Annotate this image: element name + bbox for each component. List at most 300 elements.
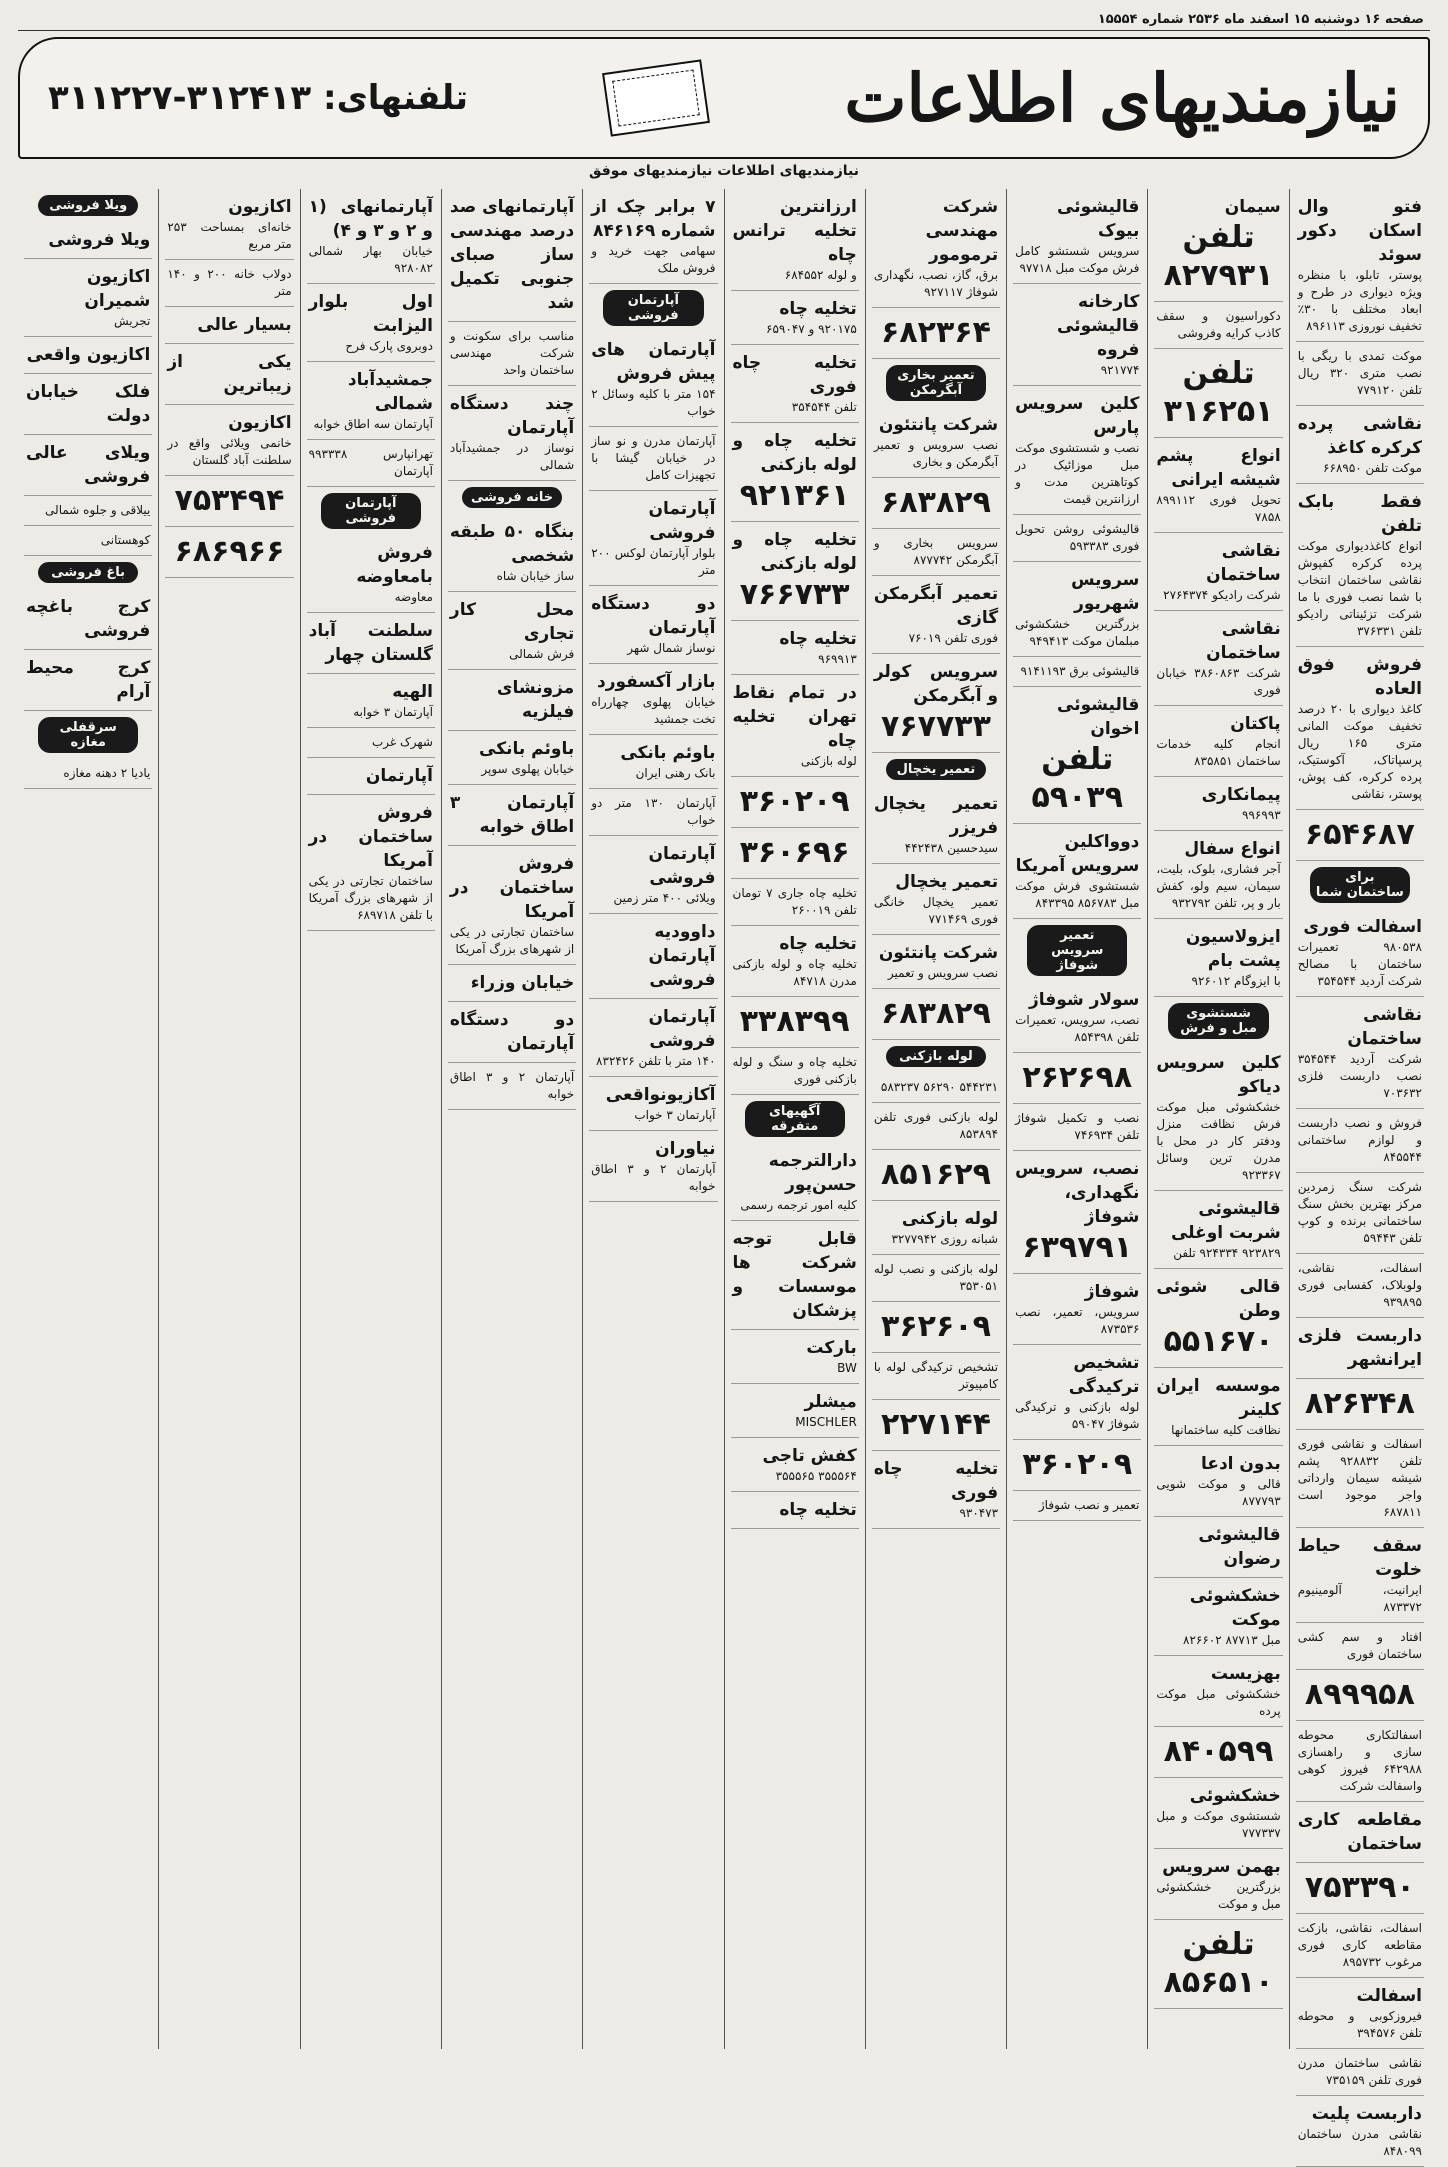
- ad-title: قابل توجه شرکت ها موسسات و پزشکان: [732, 1229, 857, 1321]
- ad-title: اکازیون: [228, 197, 292, 217]
- ad-title: آپارتمان فروشی: [648, 844, 716, 888]
- phones-numbers: ۳۱۲۴۱۳-۳۱۱۲۲۷: [48, 78, 312, 118]
- ad-phone-number: تلفن ۸۵۶۵۱۰: [1163, 1927, 1274, 2000]
- ad-text: ویلائی ۴۰۰ متر زمین: [613, 891, 716, 905]
- ad-title: قالیشوئی رضوان: [1198, 1525, 1281, 1569]
- classified-ad: [448, 189, 576, 322]
- ad-title: سولار شوفاژ: [1028, 990, 1140, 1010]
- ad-title: بنگاه ۵۰ طبقه شخصی: [449, 522, 575, 566]
- section-heading: تعمیر بخاری آبگرمکن: [886, 365, 986, 401]
- ad-text: خیابان پهلوی سوپر: [481, 762, 575, 776]
- classified-ad: [1154, 1045, 1282, 1191]
- ad-phone-number: ۷۶۷۷۳۳: [881, 709, 991, 744]
- classified-ad: [731, 1384, 859, 1438]
- section-heading: تعمیر سرویس شوفاژ: [1027, 925, 1127, 976]
- classified-ad: [448, 785, 576, 846]
- ad-title: موسسه ایران کلینر: [1156, 1376, 1281, 1420]
- ad-title: در تمام نقاط تهران تخلیه چاه: [732, 683, 857, 751]
- classified-ad: [1013, 1104, 1141, 1151]
- ad-phone-number: ۶۳۹۷۹۱: [1022, 1230, 1133, 1265]
- ad-title: شوفاژ: [1084, 1282, 1140, 1302]
- ad-text: قالیشوئی برق ۹۱۴۱۱۹۳: [1020, 664, 1140, 678]
- ad-text: موکت تلفن ۶۶۸۹۵۰: [1323, 461, 1422, 475]
- classified-ad: [731, 522, 859, 621]
- classified-ad: [24, 374, 152, 435]
- classified-ad: [448, 965, 576, 1002]
- ad-title: نقاشی ساختمان: [1206, 541, 1281, 585]
- ad-title: دوواکلین سرویس آمریکا: [1015, 832, 1140, 876]
- ad-text: ۱۵۴ متر با کلیه وسائل ۲ خواب: [591, 387, 716, 418]
- newspaper-page: [18, 8, 1430, 2158]
- ad-text: ۱۴۰ متر با تلفن ۸۳۲۴۲۶: [596, 1054, 716, 1068]
- ad-text: تخلیه چاه و لوله بازکنی مدرن ۸۴۷۱۸: [732, 957, 857, 988]
- ad-text: خشکشوئی مبل موکت پرده: [1156, 1687, 1281, 1718]
- ad-text: سرویس شستشو کامل فرش موکت مبل ۹۷۷۱۸: [1015, 244, 1140, 275]
- ad-title: فلک خیابان دولت: [26, 382, 151, 426]
- ad-text: آپارتمان ۱۳۰ متر دو خواب: [591, 796, 716, 827]
- ad-title: داربست پلیت: [1311, 2104, 1422, 2124]
- ad-text: سیدحسین ۴۴۲۴۳۸: [904, 841, 999, 855]
- classified-ad: [1296, 810, 1424, 861]
- classified-ad: [589, 664, 717, 735]
- ad-text: ۹۲۰۱۷۵ و ۶۵۹۰۴۷: [766, 322, 857, 336]
- classified-ad: [448, 731, 576, 785]
- ad-title: مقاطعه کاری ساختمان: [1297, 1810, 1422, 1854]
- classified-ad: [1296, 1318, 1424, 1379]
- classified-ad: [165, 405, 293, 476]
- ad-text: آپارتمان ۳ خوابه: [353, 705, 433, 719]
- classified-ad: [731, 1492, 859, 1529]
- classified-ad: [1296, 647, 1424, 810]
- classified-ad: [589, 999, 717, 1077]
- ad-text: خانمی ویلائی واقع در سلطنت آباد گلستان: [167, 436, 292, 467]
- ad-title: فتو وال اسکان دکور سوئد: [1297, 197, 1422, 265]
- ad-title: نقاشی ساختمان: [1206, 619, 1281, 663]
- ad-title: کرج محیط آرام: [26, 658, 151, 702]
- classified-ad: [731, 1330, 859, 1384]
- ad-text: نصب و تکمیل شوفاژ تلفن ۷۴۶۹۳۴: [1015, 1111, 1140, 1142]
- classified-ad: [872, 529, 1000, 576]
- ad-title: خشکشوئی موکت: [1189, 1586, 1281, 1630]
- section-heading: ویلا فروشی: [38, 195, 138, 216]
- classified-ad: [1154, 831, 1282, 919]
- ad-text: تلفن ۳۵۴۵۴۴: [791, 400, 857, 414]
- classified-ad: [1296, 406, 1424, 484]
- classified-ad: [731, 828, 859, 879]
- ad-column: [441, 189, 582, 2049]
- ad-title: داربست فلزی ایرانشهر: [1297, 1326, 1422, 1370]
- classified-ad: [307, 440, 435, 487]
- ad-title: بازار آکسفورد: [597, 672, 716, 692]
- ad-title: تخلیه چاه فوری: [732, 353, 857, 397]
- ad-column: [1147, 189, 1288, 2049]
- classified-ad: [731, 345, 859, 423]
- ad-text: قالیشوئی روشن تحویل فوری ۵۹۳۳۸۳: [1015, 522, 1140, 553]
- section-heading: لوله بازکنی: [886, 1046, 986, 1067]
- ad-phone-number: ۸۴۰۵۹۹: [1163, 1734, 1274, 1769]
- ad-title: داوودیه آپارتمان فروشی: [648, 922, 716, 990]
- ad-title: اکازیون واقعی: [26, 345, 151, 365]
- emblem-logo: [602, 59, 710, 136]
- ad-title: انواع پشم شیشه ایرانی: [1156, 446, 1281, 490]
- ad-text: انواع کاغذدیواری موکت پرده کرکره کفپوش نقاشی ساختمان انتخاب با شما نصب فوری با ما شرکت تزئیناتی رادیکو تلفن ۳۷۶۳۳۱: [1297, 539, 1422, 638]
- classified-ad: [448, 592, 576, 670]
- ad-text: ۵۴۴۲۳۱ ۵۶۲۹۰ ۵۸۳۲۳۷: [880, 1080, 999, 1094]
- ad-title: قالیشوئی شربت اوغلی: [1170, 1199, 1281, 1243]
- ad-text: آجر فشاری، بلوک، بلیت، سیمان، سیم ولو، کفش بار و پر، تلفن ۹۳۲۷۹۲: [1156, 862, 1281, 910]
- classified-ad: [872, 1451, 1000, 1529]
- classified-ad: [1154, 919, 1282, 997]
- classified-ad: [1013, 687, 1141, 824]
- classified-ad: [731, 1221, 859, 1330]
- ad-text: سرویس بخاری و آبگرمکن ۸۷۷۷۴۲: [873, 536, 999, 567]
- ad-title: آپارتمان فروشی: [648, 499, 716, 543]
- ad-title: باوئم بانکی: [479, 739, 575, 759]
- classified-ad: [589, 586, 717, 664]
- ad-title: قالیشوئی بیوک: [1057, 197, 1140, 241]
- ad-title: آکازیونواقعی: [605, 1085, 716, 1105]
- classified-ad: [165, 344, 293, 405]
- ad-text: اسفالت، نقاشی، ولوبلاک، کفسابی فوری ۹۳۹۸۹۵: [1297, 1261, 1422, 1309]
- ad-title: بدون ادعا: [1200, 1454, 1281, 1474]
- ad-text: بزرگترین خشکشوئی مبلمان موکت ۹۴۹۴۱۳: [1015, 617, 1140, 648]
- ad-text: تجریش: [113, 314, 151, 328]
- ad-text: نصب و شستشوی موکت مبل موزائیک در کوتاهترین مدت و ارزانترین قیمت: [1015, 441, 1140, 506]
- ad-title: پیمانکاری: [1201, 785, 1281, 805]
- classified-ad: [1013, 386, 1141, 515]
- ad-phone-number: ۶۸۳۸۲۹: [881, 996, 991, 1031]
- ad-column: [865, 189, 1006, 2049]
- ad-title: تعمیر آبگرمکن گازی: [873, 584, 999, 628]
- ad-title: سرویس کولر و آبگرمکن: [873, 662, 999, 706]
- ad-title: خیابان وزراء: [470, 973, 575, 993]
- classified-ad: [589, 836, 717, 914]
- classified-ad: [1296, 189, 1424, 342]
- section-heading: باغ فروشی: [38, 562, 138, 583]
- ad-title: اسفالت: [1356, 1986, 1422, 2006]
- classified-ad: [589, 1077, 717, 1131]
- ad-title: کلین سرویس پارس: [1015, 394, 1140, 438]
- ad-title: اسفالت فوری: [1303, 917, 1422, 937]
- ad-text: ساختمان تجارتی در یکی از شهرهای بزرگ آمریکا: [449, 925, 575, 956]
- ad-title: تشخیص ترکیدگی: [1068, 1353, 1140, 1397]
- ad-text: با ایزوگام ۹۲۶۰۱۲: [1191, 974, 1281, 988]
- ad-text: دولاب خانه ۲۰۰ و ۱۴۰ متر: [167, 267, 292, 298]
- ad-text: مبل ۸۷۷۱۳ ۸۲۶۶۰۲: [1183, 1633, 1281, 1647]
- ad-title: قالی شوئی وطن: [1156, 1277, 1281, 1321]
- ad-title: بهمن سرویس: [1162, 1857, 1281, 1877]
- ad-text: اسفالت و نقاشی فوری تلفن ۹۲۸۸۳۲ پشم شیشه سیمان وارداتی واجر موجود است ۶۸۷۸۱۱: [1297, 1437, 1422, 1519]
- ad-title: تخلیه چاه و لوله بازکنی: [732, 431, 857, 475]
- ad-text: ایرانیت، آلومینیوم ۸۷۳۳۷۲: [1297, 1583, 1422, 1614]
- classified-ad: [1013, 1440, 1141, 1491]
- ad-text: ۹۳۰۴۷۳: [959, 1506, 999, 1520]
- classified-ad: [1154, 189, 1282, 302]
- ad-text: نوساز در جمشیدآباد شمالی: [449, 441, 575, 472]
- classified-ad: [24, 259, 152, 337]
- ad-title: تخلیه چاه و لوله بازکنی: [732, 530, 857, 574]
- classified-ad: [1154, 1578, 1282, 1656]
- ad-phone-number: ۷۵۳۴۹۴: [174, 483, 285, 518]
- classified-ad: [1154, 1269, 1282, 1368]
- classified-ad: [1296, 1379, 1424, 1430]
- ad-text: اسفالت، نقاشی، بازکت مقاطعه کاری فوری مرغوب ۸۹۵۷۳۲: [1297, 1921, 1422, 1969]
- classified-ad: [731, 1438, 859, 1492]
- ad-text: اسفالتکاری محوطه سازی و راهسازی ۶۴۲۹۸۸ فیروز کوهی واسفالت شرکت: [1297, 1728, 1422, 1793]
- ad-text: ییلاقی و جلوه شمالی: [45, 503, 151, 517]
- classified-ad: [165, 527, 293, 578]
- classified-ad: [307, 758, 435, 795]
- ad-title: فروش بامعاوضه: [356, 543, 433, 587]
- ad-phone-number: ۶۵۴۶۸۷: [1304, 817, 1415, 852]
- ad-title: سیمان: [1224, 197, 1281, 217]
- ad-title: تخلیه چاه: [779, 299, 857, 319]
- ad-title: فروش ساختمان در آمریکا: [449, 854, 575, 922]
- ad-text: تحویل فوری ۸۹۹۱۱۲ ۷۸۵۸: [1156, 493, 1281, 524]
- classified-ad: [1013, 982, 1141, 1053]
- ad-text: ۹۲۳۸۲۹ ۹۲۴۳۳۴ تلفن: [1173, 1246, 1281, 1260]
- ad-text: ۹۸۰۵۳۸ تعمیرات ساختمان با مصالح شرکت آردید ۳۵۴۵۴۴: [1297, 940, 1422, 988]
- classified-ad: [1154, 1920, 1282, 2009]
- ad-title: اکازیون شمیران: [84, 267, 151, 311]
- ad-phone-number: ۷۶۶۷۳۳: [739, 577, 850, 612]
- ad-title: آپارتمانهای (۱ و ۲ و ۳ و ۴): [308, 197, 433, 241]
- ad-title: نیاوران: [655, 1139, 716, 1159]
- classified-ad: [589, 914, 717, 999]
- ad-title: پاکتان: [1230, 714, 1281, 734]
- ad-text: شهرک غرب: [371, 735, 433, 749]
- ad-text: بزرگترین خشکشوئی مبل و موکت: [1156, 1880, 1281, 1911]
- ad-text: فیروزکوبی و محوطه تلفن ۳۹۴۵۷۶: [1297, 2009, 1422, 2040]
- ad-title: بسیار عالی: [197, 315, 292, 335]
- ad-title: آپارتمان فروشی: [648, 1007, 716, 1051]
- section-heading: تعمیر یخچال: [886, 759, 986, 780]
- section-heading: شستشوی مبل و فرش: [1168, 1003, 1268, 1039]
- phones-label: تلفنهای:: [323, 78, 468, 118]
- ad-title: اکازیون: [228, 413, 292, 433]
- classified-ad: [1154, 706, 1282, 777]
- ad-title: شرکت پانتئون: [878, 943, 999, 963]
- classified-ad: [307, 284, 435, 362]
- ad-title: کرج باغچه فروشی: [26, 597, 151, 641]
- classified-ad: [1013, 284, 1141, 386]
- ad-title: سلطنت آباد گلستان چهار: [308, 621, 433, 665]
- ad-text: شبانه روزی ۳۲۷۷۹۴۲: [891, 1232, 999, 1246]
- classified-ad: [1154, 1727, 1282, 1778]
- ad-phone-number: ۸۵۱۶۲۹: [881, 1157, 991, 1192]
- ad-text: خشکشوئی مبل موکت فرش نظافت منزل ودفتر کار در محل با مدرن ترین وسائل ۹۲۳۳۶۷: [1156, 1100, 1281, 1182]
- classified-ad: [872, 1201, 1000, 1255]
- classified-ad: [448, 1063, 576, 1110]
- ad-title: کارخانه قالیشوئی فروه: [1057, 292, 1140, 360]
- ad-title: الهیه: [392, 682, 433, 702]
- ad-text: فروش و نصب داربست و لوازم ساختمانی ۸۴۵۵۴۴: [1297, 1116, 1422, 1164]
- classified-ad: [307, 728, 435, 758]
- classified-ad: [448, 1002, 576, 1063]
- ad-phone-number: ۸۹۹۹۵۸: [1304, 1677, 1415, 1712]
- classified-ad: [872, 1103, 1000, 1150]
- classified-ad: [1013, 1345, 1141, 1440]
- classified-ad: [1296, 484, 1424, 647]
- ad-text: موکت تمدی با ریگی با نصب متری ۳۲۰ ریال تلفن ۷۷۹۱۲۰: [1297, 349, 1422, 397]
- ad-text: شستشوی موکت و مبل ۷۷۷۳۳۷: [1156, 1809, 1281, 1840]
- ad-text: آپارتمان ۳ خواب: [634, 1108, 716, 1122]
- classified-ad: [1013, 1053, 1141, 1104]
- ad-title: کلین سرویس دیاکو: [1156, 1053, 1281, 1097]
- ad-title: فروش ساختمان در آمریکا: [308, 803, 433, 871]
- ad-text: مناسب برای سکونت و شرکت مهندسی ساختمان واحد: [449, 329, 575, 377]
- classified-ad: [872, 407, 1000, 478]
- page-info-line: [18, 8, 1430, 31]
- ad-text: فرش شمالی: [509, 647, 575, 661]
- classified-ad: [872, 308, 1000, 359]
- ad-title: ۷ برابر چک از شماره ۸۴۶۱۶۹: [591, 197, 716, 241]
- classified-ad: [872, 1302, 1000, 1353]
- classified-ad: [731, 879, 859, 926]
- ad-phone-number: ۶۸۲۳۶۴: [881, 315, 991, 350]
- ad-text: نوساز شمال شهر: [627, 641, 716, 655]
- ad-text: آپارتمان سه اطاق خوابه: [313, 417, 433, 431]
- ad-title: قالیشوئی اخوان: [1057, 695, 1140, 739]
- classified-ad: [589, 491, 717, 586]
- ad-text: تخلیه چاه و سنگ و لوله بازکنی فوری: [732, 1055, 857, 1086]
- ad-title: سرویس شهریور: [1071, 570, 1140, 614]
- ad-title: لوله بازکنی: [901, 1209, 999, 1229]
- ad-title: مزونشای فیلزیه: [496, 678, 575, 722]
- ad-text: ۹۶۹۹۱۳: [818, 652, 857, 666]
- ad-phone-number: ۳۳۸۳۹۹: [739, 1004, 850, 1039]
- classified-ad: [872, 189, 1000, 308]
- ad-phone-number: ۸۲۶۳۴۸: [1304, 1386, 1415, 1421]
- ad-text: افتاد و سم کشی ساختمان فوری: [1297, 1630, 1422, 1661]
- section-heading: برای ساختمان شما: [1310, 867, 1410, 903]
- classified-ad: [589, 332, 717, 427]
- classified-ad: [1154, 1517, 1282, 1578]
- ad-text: نقاشی مدرن ساختمان ۸۴۸۰۹۹: [1297, 2127, 1422, 2158]
- ad-text: معاوضه: [394, 590, 433, 604]
- classified-ad: [1296, 1802, 1424, 1863]
- ad-text: دکوراسیون و سقف کاذب کرایه وفروشی: [1156, 309, 1281, 340]
- ad-text: کاغذ دیواری با ۲۰ درصد تخفیف موکت المانی متری ۱۶۵ ریال پرسپاتاک، آکوستیک، پرده کرکره، کف پوش، پوستر، نقاشی: [1297, 702, 1422, 801]
- ad-title: تخلیه چاه: [779, 1500, 857, 1520]
- classified-ad: [1296, 1623, 1424, 1670]
- classified-ad: [24, 337, 152, 374]
- classified-ad: [1154, 349, 1282, 438]
- ad-text: ساز خیابان شاه: [496, 569, 575, 583]
- ad-title: آپارتمان های پیش فروش: [591, 340, 716, 384]
- classified-ad: [307, 535, 435, 613]
- ad-text: ۹۲۱۷۷۴: [1100, 363, 1140, 377]
- ad-column: [582, 189, 723, 2049]
- classified-ad: [589, 1131, 717, 1202]
- classified-ad: [1296, 909, 1424, 997]
- ad-text: کوهستانی: [100, 533, 151, 547]
- ad-text: برق، گاز، نصب، نگهداری شوفاژ ۹۲۷۱۱۷: [873, 268, 999, 299]
- ad-title: سقف حیاط خلوت: [1297, 1536, 1422, 1580]
- classified-ad: [24, 496, 152, 526]
- classified-ad: [24, 759, 152, 789]
- classified-ad: [872, 786, 1000, 864]
- ad-title: جمشیدآباد شمالی: [347, 370, 433, 414]
- classified-ad: [1154, 1446, 1282, 1517]
- classified-ad: [731, 189, 859, 291]
- ad-title: تخلیه چاه: [779, 629, 857, 649]
- classified-ad: [872, 935, 1000, 989]
- ad-text: سهامی جهت خرید و فروش ملک: [591, 244, 716, 275]
- ad-text: دوبروی پارک فرح: [345, 339, 433, 353]
- ad-title: آپارتمانهای صد درصد مهندسی ساز صبای جنوبی تکمیل شد: [449, 197, 575, 313]
- classified-ad: [24, 435, 152, 496]
- ad-phone-number: تلفن ۸۲۷۹۳۱: [1163, 220, 1274, 293]
- ad-title: فروش فوق العاده: [1297, 655, 1422, 699]
- classified-ad: [1013, 1151, 1141, 1274]
- ad-title: ایزولاسیون پشت بام: [1185, 927, 1281, 971]
- ad-text: آپارتمان ۲ و ۳ اطاق خوابه: [449, 1070, 575, 1101]
- ad-title: نقاشی ساختمان: [1347, 1005, 1422, 1049]
- ad-text: تهرانپارس ۹۹۳۳۳۸ آپارتمان: [308, 447, 433, 478]
- classified-ad: [872, 654, 1000, 753]
- ad-text: تعمیر و نصب شوفاژ: [1038, 1498, 1140, 1512]
- ad-phone-number: ۳۶۲۶۰۹: [881, 1309, 991, 1344]
- ad-text: یادیا ۲ دهنه مغازه: [63, 766, 151, 780]
- ad-text: لوله بازکنی و نصب لوله ۳۵۳۰۵۱: [873, 1262, 999, 1293]
- ad-text: شرکت ۳۸۶۰۸۶۳ خیابان فوری: [1156, 666, 1281, 697]
- classified-ad: [307, 795, 435, 931]
- classified-ad: [731, 777, 859, 828]
- ad-text: BW: [837, 1361, 857, 1375]
- ad-phone-number: ۳۶۰۲۰۹: [1022, 1447, 1133, 1482]
- masthead-subtitle: نیازمندیهای اطلاعات نیازمندیهای موفق: [588, 163, 860, 179]
- classified-ad: [731, 675, 859, 777]
- ad-column: [18, 189, 158, 2049]
- classified-ad: [1154, 302, 1282, 349]
- ad-title: تخلیه چاه: [779, 934, 857, 954]
- ad-title: خشکشوئی: [1189, 1786, 1281, 1806]
- classified-ad: [731, 291, 859, 345]
- ad-phone-number: ۲۶۲۶۹۸: [1022, 1060, 1133, 1095]
- ad-phone-number: ۶۸۳۸۲۹: [881, 485, 991, 520]
- ad-text: بانک رهنی ایران: [635, 766, 716, 780]
- classified-ad: [1154, 1191, 1282, 1269]
- ad-text: لوله بازکنی و ترکیدگی شوفاژ ۵۹۰۴۷: [1015, 1400, 1140, 1431]
- classified-ad: [24, 526, 152, 556]
- classified-ad: [1296, 1863, 1424, 1914]
- classified-ad: [1296, 997, 1424, 1109]
- ad-text: آپارتمان ۲ و ۳ اطاق خوابه: [591, 1162, 716, 1193]
- ad-text: خیابان بهار شمالی ۹۲۸۰۸۲: [308, 244, 433, 275]
- ad-phone-number: ۲۲۷۱۴۴: [881, 1407, 991, 1442]
- ad-text: خیابان پهلوی چهارراه تخت جمشید: [591, 695, 716, 726]
- ad-title: فقط بابک تلفن: [1297, 492, 1422, 536]
- classified-ad: [1296, 342, 1424, 406]
- ad-title: انواع سفال: [1184, 839, 1281, 859]
- classified-ad: [1296, 1670, 1424, 1721]
- classified-ad: [872, 1150, 1000, 1201]
- ad-text: شرکت آردید ۳۵۴۵۴۴ نصب داربست فلزی ۷۰۳۶۳۲: [1297, 1052, 1422, 1100]
- page-info: صفحه ۱۶ دوشنبه ۱۵ اسفند ماه ۲۵۳۶ شماره ۱۵۵۵۴: [1097, 11, 1424, 27]
- ad-phone-number: تلفن ۳۱۶۲۵۱: [1163, 356, 1274, 429]
- ad-phone-number: ۳۶۰۲۰۹: [739, 784, 850, 819]
- ad-text: سرویس، تعمیر، نصب ۸۷۳۵۳۶: [1015, 1305, 1140, 1336]
- ad-text: انجام کلیه خدمات ساختمان ۸۳۵۸۵۱: [1156, 737, 1281, 768]
- classified-ad: [731, 621, 859, 675]
- ad-title: شرکت پانتئون: [878, 415, 999, 435]
- classified-ad: [872, 1353, 1000, 1400]
- classified-ad: [1013, 189, 1141, 284]
- ad-title: تخلیه چاه فوری: [873, 1459, 999, 1503]
- classified-ad: [165, 476, 293, 527]
- classified-ad: [307, 362, 435, 440]
